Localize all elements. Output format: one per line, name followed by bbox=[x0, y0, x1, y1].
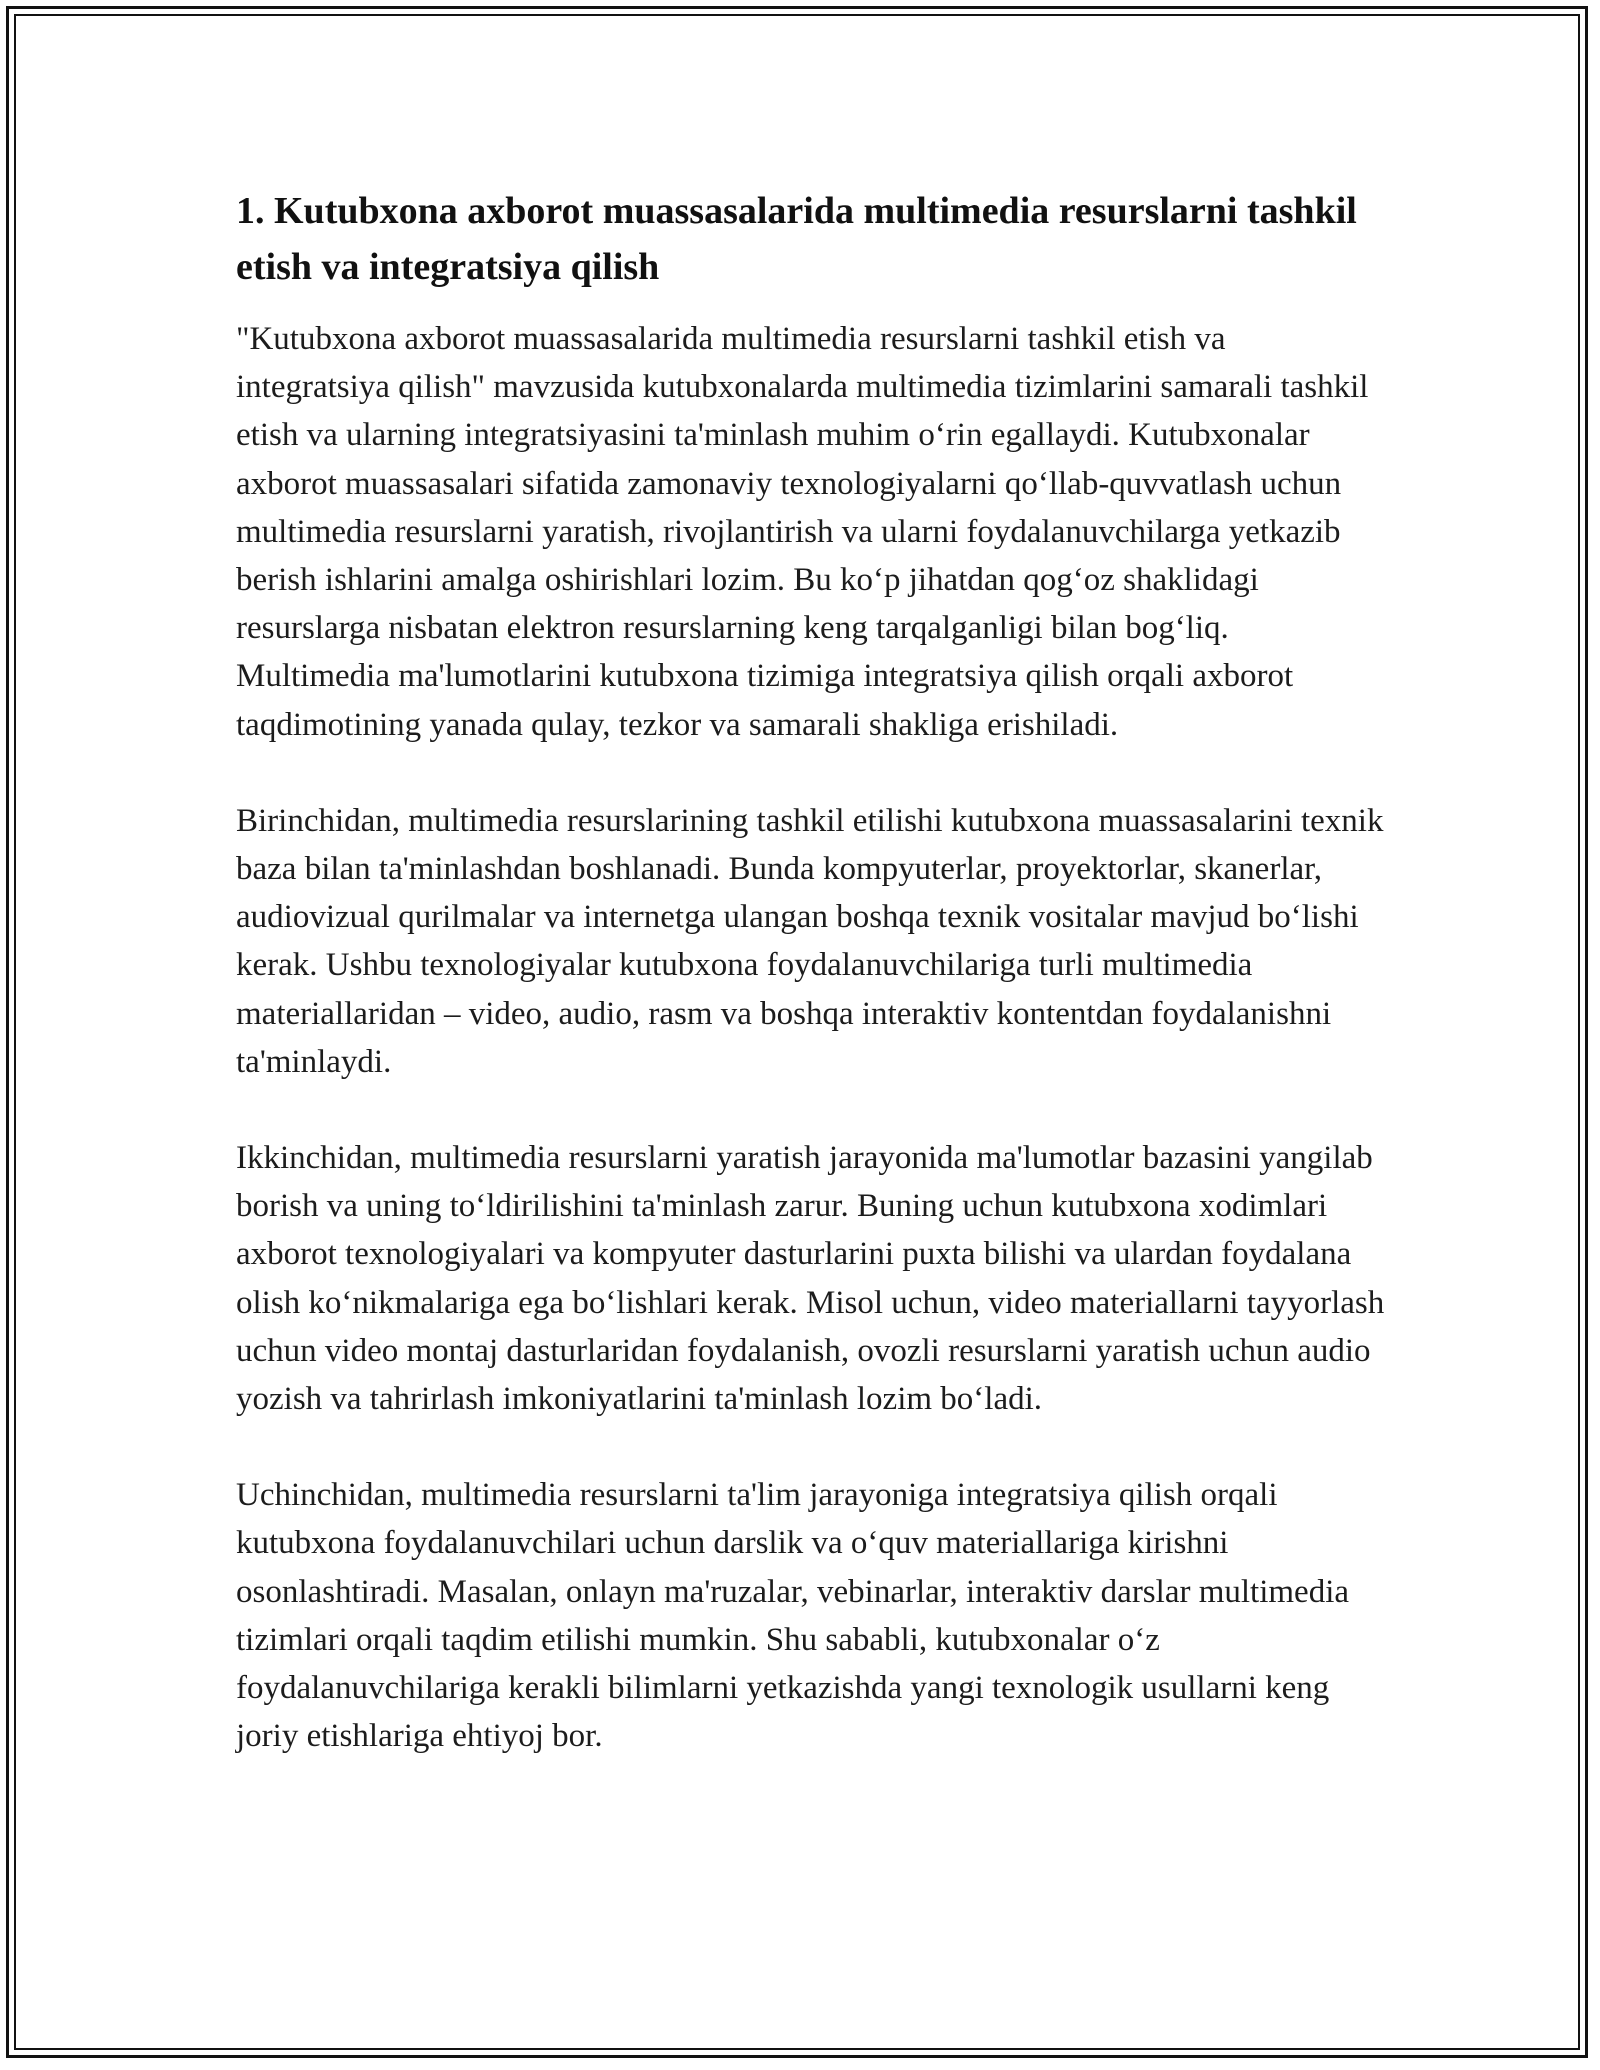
paragraph-intro: "Kutubxona axborot muassasalarida multimedia resurslarni tashkil etish va integratsiya qilish" mavzusida kutubxonalarda multimedia tizimlarini samarali tashkil etish va ularning integratsiyasini ta'minlash muhim o‘rin egallaydi. Kutubxonalar axborot muassasalari sifatida zamonaviy texnologiyalarni qo‘llab-quvvatlash uchun multimedia resurslarni yaratish, rivojlantirish va ularni foydalanuvchilarga yetkazib berish ishlarini amalga oshirishlari lozim. Bu ko‘p jihatdan qog‘oz shaklidagi resurslarga nisbatan elektron resurslarning keng tarqalganligi bilan bog‘liq. Multimedia ma'lumotlarini kutubxona tizimiga integratsiya qilish orqali axborot taqdimotining yanada qulay, tezkor va samarali shakliga erishiladi. bbox=[236, 321, 1369, 743]
document-body bbox=[236, 183, 1386, 1760]
paragraph-third: Uchinchidan, multimedia resurslarni ta'lim jarayoniga integratsiya qilish orqali kutubxona foydalanuvchilari uchun darslik va o‘quv materiallariga kirishni osonlashtiradi. Masalan, onlayn ma'ruzalar, vebinarlar, interaktiv darslar multimedia tizimlari orqali taqdim etilishi mumkin. Shu sababli, kutubxonalar o‘z foydalanuvchilariga kerakli bilimlarni yetkazishda yangi texnologik usullarni keng joriy etishlariga ehtiyoj bor. bbox=[236, 1477, 1350, 1755]
paragraph-second: Ikkinchidan, multimedia resurslarni yaratish jarayonida ma'lumotlar bazasini yangilab borish va uning to‘ldirilishini ta'minlash zarur. Buning uchun kutubxona xodimlari axborot texnologiyalari va kompyuter dasturlarini puxta bilishi va ulardan foydalana olish ko‘nikmalariga ega bo‘lishlari kerak. Misol uchun, video materiallarni tayyorlash uchun video montaj dasturlaridan foydalanish, ovozli resurslarni yaratish uchun audio yozish va tahrirlash imkoniyatlarini ta'minlash lozim bo‘ladi. bbox=[236, 1140, 1385, 1418]
section-heading: 1. Kutubxona axborot muassasalarida multimedia resurslarni tashkil etish va integratsiya qilish bbox=[236, 190, 1357, 288]
paragraph-first: Birinchidan, multimedia resurslarining tashkil etilishi kutubxona muassasalarini texnik baza bilan ta'minlashdan boshlanadi. Bunda kompyuterlar, proyektorlar, skanerlar, audiovizual qurilmalar va internetga ulangan boshqa texnik vositalar mavjud bo‘lishi kerak. Ushbu texnologiyalar kutubxona foydalanuvchilariga turli multimedia materiallaridan – video, audio, rasm va boshqa interaktiv kontentdan foydalanishni ta'minlaydi. bbox=[236, 802, 1384, 1080]
